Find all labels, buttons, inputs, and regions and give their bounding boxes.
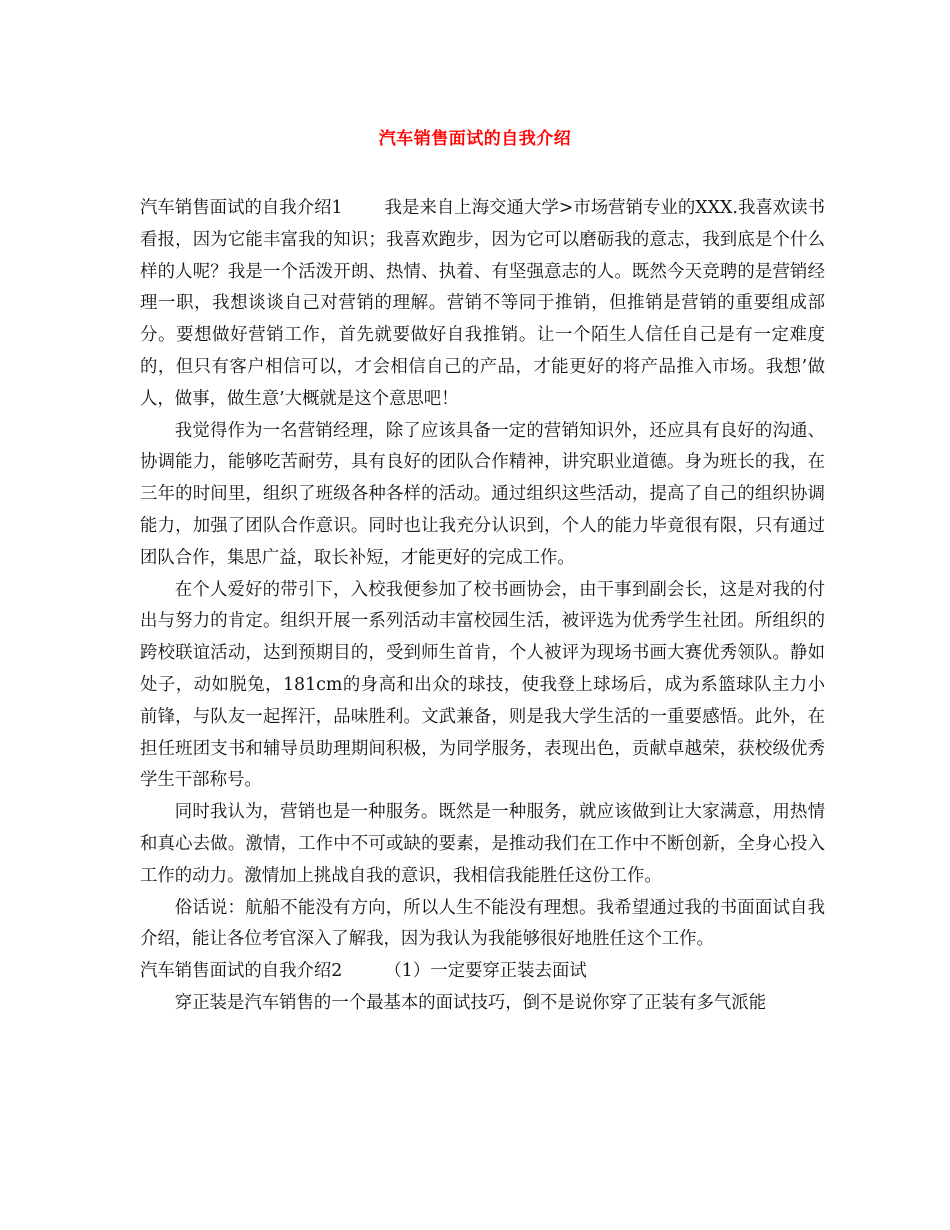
section1-paragraph: 我觉得作为一名营销经理，除了应该具备一定的营销知识外，还应具有良好的沟通、协调能力，能够吃苦耐劳，具有良好的团队合作精神，讲究职业道德。身为班长的我，在三年的时间里，组织了班级各种各样的活动。通过组织这些活动，提高了自己的组织协调能力，加强了团队合作意识。同时也让我充分认识到，个人的能力毕竟很有限，只有通过团队合作，集思广益，取长补短，才能更好的完成工作。 [140, 420, 825, 568]
section2-heading: 汽车销售面试的自我介绍2 [140, 961, 343, 982]
section1-intro-text: 我是来自上海交通大学>市场营销专业的XXX.我喜欢读书看报，因为它能丰富我的知识；我喜欢跑步，因为它可以磨砺我的意志，我到底是个什么样的人呢？我是一个活泼开朗、热情、执着、有坚强意志的人。既然今天竞聘的是营销经理一职，我想谈谈自己对营销的理解。营销不等同于推销，但推销是营销的重要组成部分。要想做好营销工作，首先就要做好自我推销。让一个陌生人信任自己是有一定难度的，但只有客户相信可以，才会相信自己的产品，才能更好的将产品推入市场。我想’做人，做事，做生意’大概就是这个意思吧！ [140, 198, 825, 409]
section2-heading-line [140, 956, 825, 988]
section2-paragraph: 穿正装是汽车销售的一个最基本的面试技巧，倒不是说你穿了正装有多气派能 [174, 992, 767, 1013]
section1-heading: 汽车销售面试的自我介绍1 [140, 198, 343, 218]
document-title: 汽车销售面试的自我介绍 [378, 129, 572, 149]
section1-paragraph: 在个人爱好的带引下，入校我便参加了校书画协会，由干事到副会长，这是对我的付出与努力的肯定。组织开展一系列活动丰富校园生活，被评选为优秀学生社团。所组织的跨校联谊活动，达到预期目的，受到师生首肯，个人被评为现场书画大赛优秀领队。静如处子，动如脱兔，181cm的身高和出众的球技，使我登上球场后，成为系篮球队主力小前锋，与队友一起挥汗，品味胜利。文武兼备，则是我大学生活的一重要感悟。此外，在担任班团支书和辅导员助理期间积极，为同学服务，表现出色，贡献卓越荣，获校级优秀学生干部称号。 [140, 579, 825, 791]
section2-subheading: （1）一定要穿正装去面试 [384, 961, 587, 982]
section1-intro-paragraph [140, 193, 825, 416]
section1-paragraph: 俗话说：航船不能没有方向，所以人生不能没有理想。我希望通过我的书面面试自我介绍，能让各位考官深入了解我，因为我认为我能够很好地胜任这个工作。 [140, 897, 825, 950]
document-body [140, 193, 825, 1020]
section1-paragraph: 同时我认为，营销也是一种服务。既然是一种服务，就应该做到让大家满意，用热情和真心去做。激情，工作中不可或缺的要素，是推动我们在工作中不断创新，全身心投入工作的动力。激情加上挑战自我的意识，我相信我能胜任这份工作。 [140, 802, 825, 886]
